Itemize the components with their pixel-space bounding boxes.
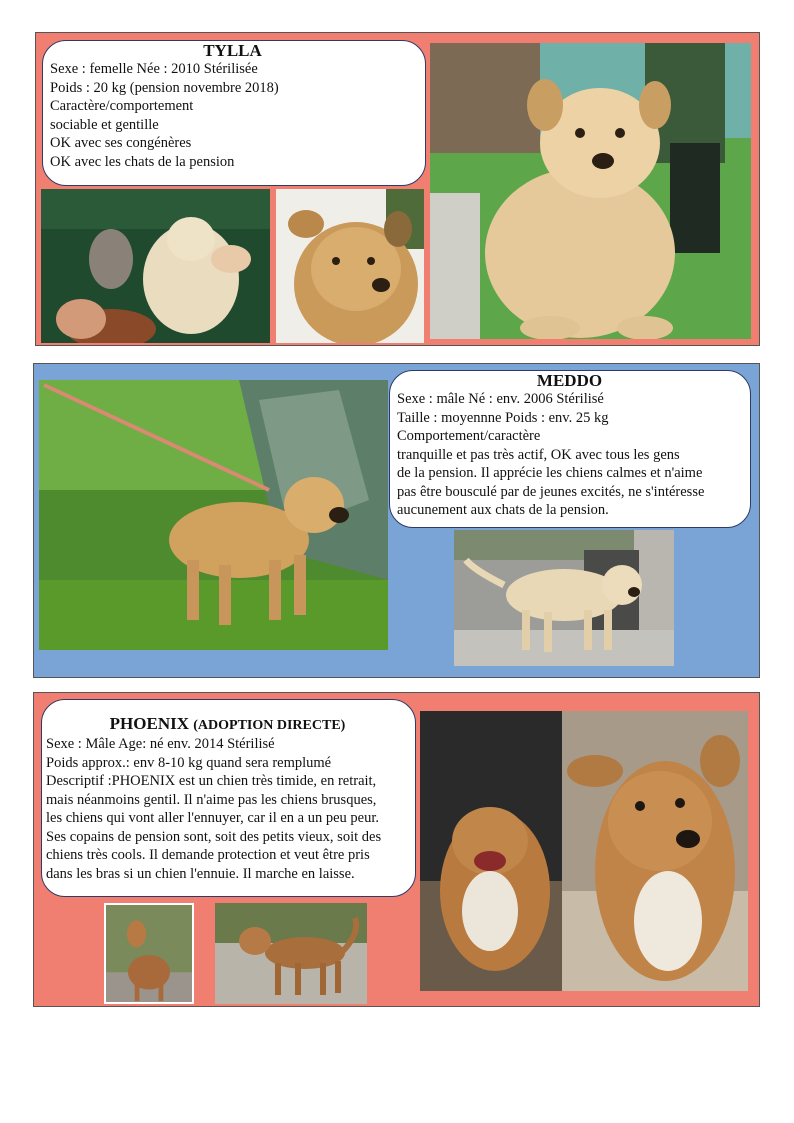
tylla-photo-portrait (276, 189, 424, 343)
phoenix-photo-gravel (215, 903, 367, 1004)
tylla-line: Sexe : femelle Née : 2010 Stérilisée (50, 61, 258, 77)
phoenix-line: Sexe : Mâle Age: né env. 2014 Stérilisé (46, 736, 275, 752)
tylla-line: OK avec les chats de la pension (50, 153, 235, 170)
tylla-line: OK avec ses congénères (50, 135, 192, 151)
meddo-panel (33, 363, 760, 678)
phoenix-info-card (41, 699, 416, 897)
phoenix-line: Ses copains de pension sont, soit des petits vieux, soit des (46, 828, 382, 845)
tylla-line: Poids : 20 kg (pension novembre 2018) (50, 79, 279, 96)
tylla-photo-with-cat (41, 189, 270, 343)
phoenix-adoption-note: (ADOPTION DIRECTE) (193, 718, 346, 733)
meddo-line: aucunement aux chats de la pension. (397, 502, 609, 518)
meddo-line: pas être bousculé par de jeunes excités, ne s'intéresse (397, 483, 705, 500)
meddo-name: MEDDO (536, 371, 603, 390)
phoenix-photo-looking-up (104, 903, 194, 1004)
tylla-line: Caractère/comportement (50, 98, 194, 114)
meddo-line: Sexe : mâle Né : env. 2006 Stérilisé (397, 391, 604, 407)
phoenix-line: mais néanmoins gentil. Il n'aime pas les chiens brusques, (46, 791, 377, 808)
phoenix-line: les chiens qui vont aller l'ennuyer, car il en a un peu peur. (46, 810, 380, 826)
tylla-photo-sitting (430, 43, 751, 339)
meddo-line: Taille : moyennne Poids : env. 25 kg (397, 409, 609, 426)
meddo-photo-wall (454, 530, 674, 666)
phoenix-photo-large (420, 711, 748, 991)
phoenix-line: Poids approx.: env 8-10 kg quand sera remplumé (46, 754, 332, 771)
meddo-line: Comportement/caractère (397, 428, 541, 444)
tylla-line: sociable et gentille (50, 116, 159, 133)
phoenix-name-main: PHOENIX (109, 714, 194, 733)
meddo-info-card (389, 370, 751, 528)
meddo-photo-walking (39, 380, 388, 650)
tylla-name: TYLLA (203, 41, 262, 60)
tylla-panel (35, 32, 760, 346)
meddo-line: de la pension. Il apprécie les chiens calmes et n'aime (397, 465, 703, 481)
phoenix-line: chiens très cools. Il demande protection et veut être pris (46, 847, 370, 863)
meddo-line: tranquille et pas très actif, OK avec tous les gens (397, 446, 680, 463)
phoenix-panel (33, 692, 760, 1007)
phoenix-name (46, 714, 409, 735)
phoenix-line: Descriptif :PHOENIX est un chien très timide, en retrait, (46, 773, 377, 789)
tylla-info-card (42, 40, 426, 186)
phoenix-line: dans les bras si un chien l'ennuie. Il marche en laisse. (46, 865, 355, 882)
